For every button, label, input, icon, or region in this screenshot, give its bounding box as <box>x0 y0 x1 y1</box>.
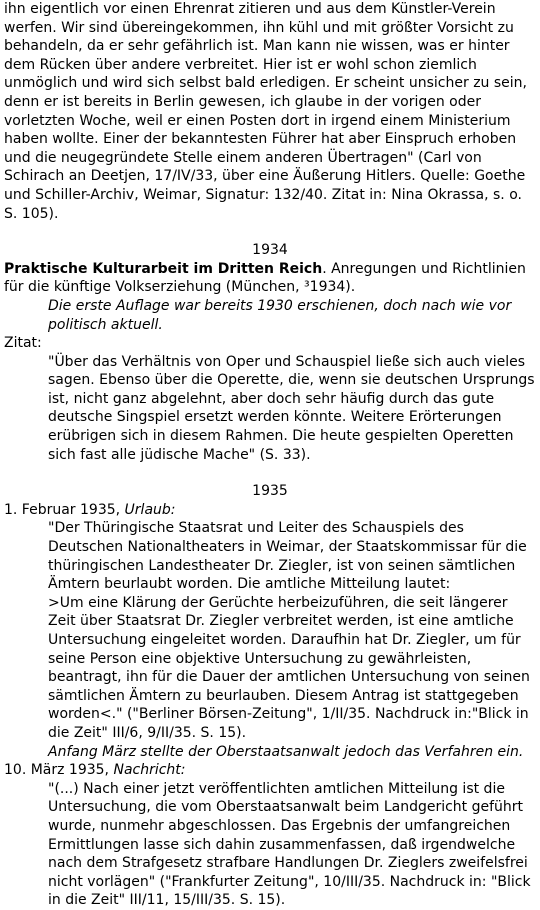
book-note: Die erste Auflage war bereits 1930 erschienen, doch nach wie vor politisch aktuell. <box>48 297 512 333</box>
entry-1-inner-quote: >Um eine Klärung der Gerüchte herbeizuführen, die seit längerer Zeit über Staatsrat Dr. Ziegler verbreitet werden, ist eine amtliche Untersuchung eingeleitet worden. Daraufhin hat Dr. Ziegler, um für seine Person eine objektive Untersuchung zu gewährleisten, beantragt, ihn für die Dauer der amtlichen Untersuchung von seinen sämtlichen Ämtern zu beurlauben. Diesem Antrag ist stattgegeben worden<." ("Berliner Börsen-Zeitung", 1/II/35. Nachdruck in:"Blick in die Zeit" III/6, 9/II/35. S. 15). <box>48 594 530 741</box>
intro-paragraph: ihn eigentlich vor einen Ehrenrat zitieren und aus dem Künstler-Verein werfen. Wir sind übereingekommen, ihn kühl und mit größter Vorsicht zu behandeln, da er sehr gefährlich ist. Man kann nie wissen, was er hinter dem Rücken über andere verbreitet. Hier ist er wohl schon ziemlich unmöglich und wird sich selbst bald erledigen. Er scheint unsicher zu sein, denn er ist bereits in Berlin gewesen, ich glaube in der vorigen oder vorletzten Woche, weil er einen Posten dort in irgend einem Ministerium haben wollte. Einer der bekanntesten Führer hat aber Einspruch erhoben und die neugegründete Stelle einem anderen Übertragen" (Carl von Schirach an Deetjen, 17/IV/33, über eine Äußerung Hitlers. Quelle: Goethe und Schiller-Archiv, Weimar, Signatur: 132/40. Zitat in: Nina Okrassa, s. o. S. 105). <box>4 1 527 222</box>
spacer <box>4 464 536 482</box>
year-heading-1935: 1935 <box>252 483 288 500</box>
entry-2-date: 10. März 1935, <box>4 762 114 779</box>
entry-2-quote: "(...) Nach einer jetzt veröffentlichten amtlichen Mitteilung ist die Untersuchung, die vom Oberstaatsanwalt beim Landgericht geführt wurde, nunmehr abgeschlossen. Das Ergebnis der umfangreichen Ermittlungen lasse sich dahin zusammenfassen, daß irgendwelche nach dem Strafgesetz strafbare Handlungen Dr. Zieglers zweifelsfrei nicht vorlägen" ("Frankfurter Zeitung", 10/III/35. Nachdruck in: "Blick in die Zeit" III/11, 15/III/35. S. 15). <box>48 780 531 909</box>
zitat-label: Zitat: <box>4 335 42 352</box>
book-details: . Anregungen und Richtlinien für die künftige Volkserziehung (München, ³1934). <box>4 260 526 296</box>
year-heading-1934: 1934 <box>252 242 288 259</box>
book-entry <box>4 260 536 297</box>
entry-2-heading <box>4 761 536 780</box>
entry-1-heading <box>4 501 536 520</box>
spacer <box>4 223 536 241</box>
book-quote: "Über das Verhältnis von Oper und Schauspiel ließe sich auch vieles sagen. Ebenso über die Operette, die, wenn sie deutschen Ursprungs ist, nicht ganz abgelehnt, aber doch sehr häufig durch das gute deutsche Singspiel ersetzt werden könnte. Weitere Erörterungen erübrigen sich in diesem Rahmen. Die heute gespielten Operetten sich fast alle jüdische Mache" (S. 33). <box>48 353 535 463</box>
book-title: Praktische Kulturarbeit im Dritten Reich <box>4 260 323 277</box>
entry-1-quote: "Der Thüringische Staatsrat und Leiter des Schauspiels des Deutschen Nationaltheaters in Weimar, der Staatskommissar für die thüringischen Landestheater Dr. Ziegler, ist von seinen sämtlichen Ämtern beurlaubt worden. Die amtliche Mitteilung lautet: <box>48 520 527 593</box>
entry-2-label: Nachricht: <box>113 762 186 779</box>
entry-1-label: Urlaub: <box>124 501 176 518</box>
entry-1-date: 1. Februar 1935, <box>4 501 125 518</box>
entry-1-note: Anfang März stellte der Oberstaatsanwalt jedoch das Verfahren ein. <box>48 743 524 760</box>
